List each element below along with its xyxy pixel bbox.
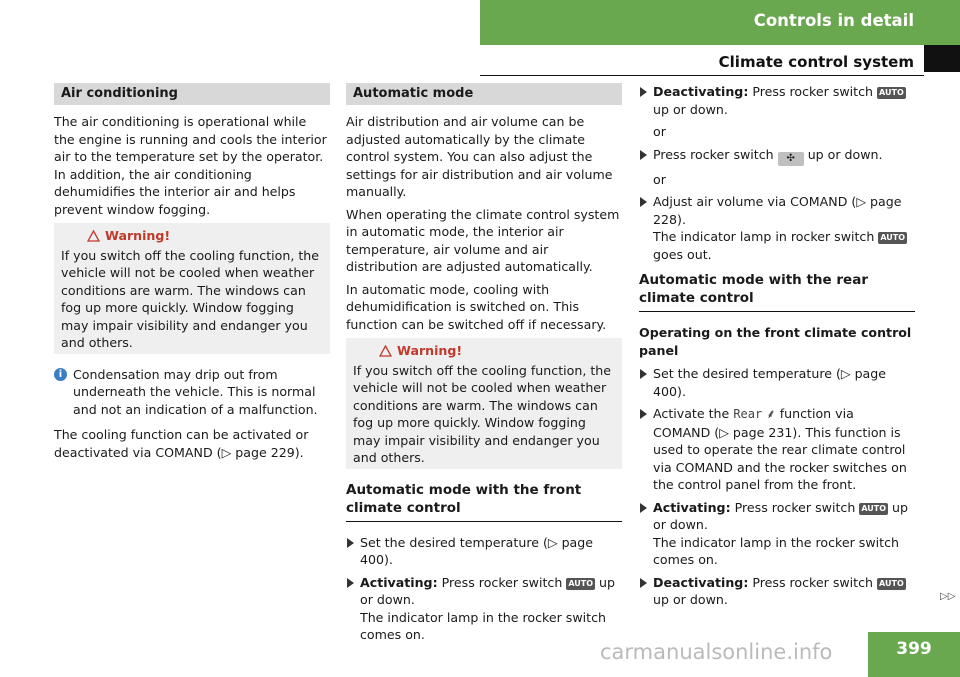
header-marker <box>924 45 960 72</box>
list-item: Set the desired temperature (▷ page 400). <box>346 534 622 569</box>
arrow-bullet-icon <box>639 369 648 379</box>
auto-key-icon: AUTO <box>568 578 594 588</box>
warning-text: If you switch off the cooling function, the vehicle will not be cooled when weather conditions are warm. The windows can fog up more quickly. Window fogging may impair visibility and endanger you and others. <box>353 362 611 465</box>
fan-key-icon: ✣ <box>778 152 804 166</box>
section-title: Controls in detail <box>753 11 914 30</box>
auto-key-icon: AUTO <box>879 88 904 97</box>
arrow-bullet-icon <box>639 150 648 160</box>
section-heading-air-conditioning: Air conditioning <box>54 83 330 105</box>
column-2 <box>346 83 622 649</box>
list-item: Activating: Press rocker switch AUTO up or down. The indicator lamp in the rocker switch comes on. <box>346 574 622 644</box>
warning-triangle-icon <box>379 345 392 357</box>
header-band <box>480 0 960 45</box>
list-item: Set the desired temperature (▷ page 400). <box>639 365 915 400</box>
watermark: carmanualsonline.info <box>600 640 833 664</box>
auto-key-icon: AUTO <box>861 503 887 513</box>
or-text: or <box>653 124 666 139</box>
continue-marker: ▷▷ <box>940 591 956 602</box>
page-number: 399 <box>868 632 960 677</box>
warning-box <box>346 338 622 469</box>
warning-heading: Warning! <box>353 342 615 360</box>
subheading-front-climate: Automatic mode with the front climate control <box>346 481 622 522</box>
warning-text: If you switch off the cooling function, the vehicle will not be cooled when weather conditions are warm. The windows can fog up more quickly. Window fogging may impair visibility and endanger you and others. <box>61 247 319 350</box>
arrow-bullet-icon <box>639 409 648 419</box>
arrow-bullet-icon <box>346 538 355 548</box>
arrow-bullet-icon <box>639 87 648 97</box>
column-3 <box>639 83 915 614</box>
warning-box <box>54 223 330 354</box>
paragraph: The cooling function can be activated or deactivated via COMAND (▷ page 229). <box>54 427 309 460</box>
rear-display-label: Rear <box>733 407 763 421</box>
column-1 <box>54 83 330 466</box>
arrow-bullet-icon <box>639 197 648 207</box>
page-subtitle: Climate control system <box>718 53 914 71</box>
rear-fan-icon: ⸙ <box>766 406 776 421</box>
list-item: Deactivating: Press rocker switch AUTO up or down. <box>639 83 915 118</box>
list-item: Deactivating: Press rocker switch AUTO up or down. <box>639 574 915 609</box>
list-item: Press rocker switch ✣ up or down. <box>639 146 915 166</box>
warning-triangle-icon <box>87 230 100 242</box>
subheading-front-panel: Operating on the front climate control panel <box>639 325 912 358</box>
arrow-bullet-icon <box>639 578 648 588</box>
arrow-bullet-icon <box>346 578 355 588</box>
paragraph: The air conditioning is operational while the engine is running and cools the interior air to the temperature set by the operator. In addition, the air conditioning dehumidifies the interior air and helps prevent window fogging. <box>54 114 327 217</box>
header-rule <box>480 75 924 76</box>
info-icon: i <box>54 368 67 381</box>
paragraph: Air distribution and air volume can be adjusted automatically by the climate control system. You can also adjust the settings for air distribution and air volume manually. <box>346 114 613 199</box>
warning-heading: Warning! <box>61 227 323 245</box>
arrow-bullet-icon <box>639 503 648 513</box>
list-item: Adjust air volume via COMAND (▷ page 228). The indicator lamp in rocker switch AUTO goes out. <box>639 193 915 263</box>
list-item: Activate the Rear ⸙ function via COMAND (▷ page 231). This function is used to operate the rear climate control via COMAND and the rocker switches on the control panel from the front. <box>639 405 915 494</box>
list-item: Activating: Press rocker switch AUTO up or down. The indicator lamp in the rocker switch comes on. <box>639 499 915 569</box>
info-text: Condensation may drip out from underneath the vehicle. This is normal and not an indication of a malfunction. <box>73 366 318 417</box>
auto-key-icon: AUTO <box>879 578 904 588</box>
subheading-rear-climate: Automatic mode with the rear climate control <box>639 271 915 312</box>
or-text: or <box>653 171 666 187</box>
auto-key-icon: AUTO <box>880 233 906 242</box>
paragraph: In automatic mode, cooling with dehumidification is switched on. This function can be switched off if necessary. <box>346 281 607 332</box>
info-note <box>54 366 330 419</box>
paragraph: When operating the climate control system in automatic mode, the interior air temperature, air volume and air distribution are adjusted automatically. <box>346 206 620 274</box>
section-heading-automatic-mode: Automatic mode <box>346 83 622 105</box>
